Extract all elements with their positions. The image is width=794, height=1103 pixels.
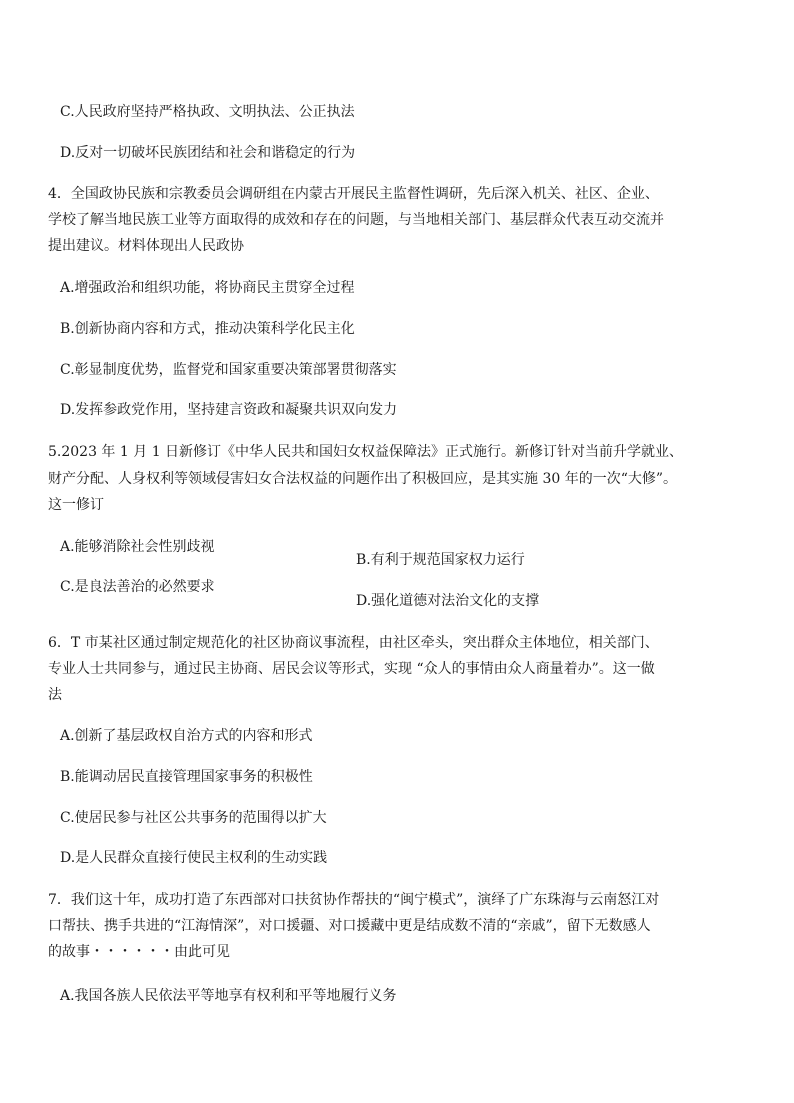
question-7-stem-line-1: 7．我们这十年，成功打造了东西部对口扶贫协作帮扶的“闽宁模式”，演绎了广东珠海与云南怒江对 (48, 892, 660, 908)
question-4-option-b: B.创新协商内容和方式，推动决策科学化民主化 (60, 321, 355, 337)
question-4-stem-line-2: 学校了解当地民族工业等方面取得的成效和存在的问题，与当地相关部门、基层群众代表互动交流并 (48, 212, 664, 228)
question-6-stem-line-1: 6．T 市某社区通过制定规范化的社区协商议事流程，由社区牵头，突出群众主体地位，相关部门、 (48, 635, 659, 651)
question-4-option-a: A.增强政治和组织功能，将协商民主贯穿全过程 (60, 280, 355, 296)
question-4-option-d: D.发挥参政党作用，坚持建言资政和凝聚共识双向发力 (60, 402, 398, 418)
question-5-stem-line-1: 5.2023 年 1 月 1 日新修订《中华人民共和国妇女权益保障法》正式施行。新修订针对当前升学就业、 (48, 444, 684, 460)
question-4-stem-line-1: 4．全国政协民族和宗教委员会调研组在内蒙古开展民主监督性调研，先后深入机关、社区、企业、 (48, 186, 659, 202)
prev-option-d: D.反对一切破坏民族团结和社会和谐稳定的行为 (60, 145, 356, 161)
question-5-option-c: C.是良法善治的必然要求 (60, 579, 215, 595)
question-6-option-c: C.使居民参与社区公共事务的范围得以扩大 (60, 810, 327, 826)
question-7-stem-line-2: 口帮扶、携手共进的“江海情深”，对口援疆、对口援藏中更是结成数不清的“亲戚”，留下无数感人 (48, 918, 651, 934)
prev-option-c: C.人民政府坚持严格执政、文明执法、公正执法 (60, 104, 355, 120)
question-5-option-a: A.能够消除社会性别歧视 (60, 539, 215, 555)
question-6-option-d: D.是人民群众直接行使民主权利的生动实践 (60, 850, 328, 866)
question-6-stem-line-2: 专业人士共同参与，通过民主协商、居民会议等形式，实现 “众人的事情由众人商量着办”。这一做 (48, 661, 655, 677)
question-5-stem-line-2: 财产分配、人身权利等领域侵害妇女合法权益的问题作出了积极回应，是其实施 30 年的一次“大修”。 (48, 471, 678, 487)
question-6-option-b: B.能调动居民直接管理国家事务的积极性 (60, 769, 313, 785)
question-5-option-d: D.强化道德对法治文化的支撑 (356, 593, 540, 609)
question-7-option-a: A.我国各族人民依法平等地享有权利和平等地履行义务 (60, 988, 397, 1004)
question-7-stem-line-3: 的故事・・・・・・由此可见 (48, 944, 230, 960)
question-5-option-b: B.有利于规范国家权力运行 (356, 552, 525, 568)
question-4-stem-line-3: 提出建议。材料体现出人民政协 (48, 238, 244, 254)
question-6-option-a: A.创新了基层政权自治方式的内容和形式 (60, 728, 313, 744)
question-4-option-c: C.彰显制度优势，监督党和国家重要决策部署贯彻落实 (60, 362, 397, 378)
question-5-stem-line-3: 这一修订 (48, 497, 104, 513)
question-6-stem-line-3: 法 (48, 687, 62, 703)
